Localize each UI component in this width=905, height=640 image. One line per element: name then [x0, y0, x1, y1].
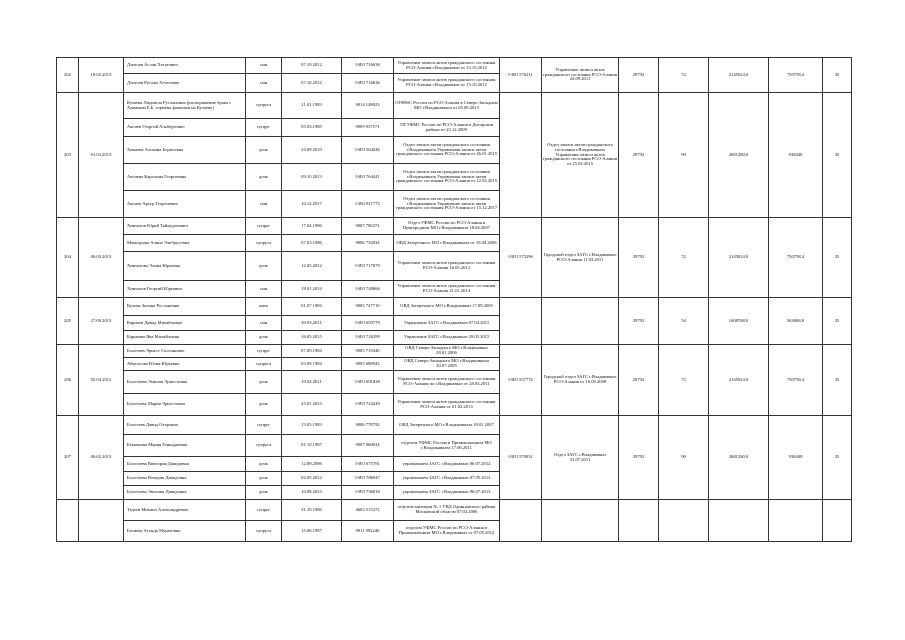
birth-date-cell: 19.04.2011: [282, 371, 342, 394]
table-row: [57, 500, 852, 521]
document-number-cell: 9006 778792: [342, 416, 394, 435]
marriage-registry-cell: Управление записи актов гражданского состояния РСО-Алания 24.09.2011: [542, 58, 619, 93]
relation-cell: супруга: [246, 521, 282, 542]
relation-cell: супруга: [246, 435, 282, 457]
member-name-cell: Болотаев Давид Отарович: [124, 416, 246, 435]
member-name-cell: Бекаонова Мария Геннадиевна: [124, 435, 246, 457]
document-issuer-cell: Управление записи актов гражданского состояния РСО-Алания г.Владикавказ от 13.10.2012: [394, 58, 500, 74]
relation-cell: супруг: [246, 416, 282, 435]
total-cost-cell: 1608768,0: [709, 298, 769, 345]
marriage-registry-cell: Городской отдел ЗАГС г.Владикавказ РСО-Алания 11.03.2011: [542, 218, 619, 298]
subsidy-amount-cell: 938448: [769, 93, 823, 218]
family-number-cell: 205: [57, 298, 79, 345]
member-name-cell: Дзитоев Руслан Хетагович: [124, 74, 246, 93]
member-name-cell: Хинчагов Юрий Таймуразович: [124, 218, 246, 235]
subsidy-amount-cell: 750758,4: [769, 218, 823, 298]
total-cost-cell: 2681280,0: [709, 93, 769, 218]
total-cost-cell: 2145024,0: [709, 58, 769, 93]
area-norm-cell: 72: [659, 345, 709, 416]
birth-date-cell: 12.05.2012: [282, 252, 342, 281]
document-issuer-cell: ОВД Затеречного МО г.Владикавказа 18.01.2007: [394, 416, 500, 435]
marriage-registry-cell: Городской отдел ЗАГС г.Владикавказ РСО-Алания от 16.09.2008: [542, 345, 619, 416]
birth-date-cell: 10.12.2017: [282, 191, 342, 218]
document-number-cell: 9006 732834: [342, 235, 394, 252]
birth-date-cell: 03.09.1984: [282, 358, 342, 371]
document-number-cell: I-ИО 724249: [342, 394, 394, 416]
subsidy-amount-cell: 563068,8: [769, 298, 823, 345]
marriage-registry-cell: [542, 298, 619, 345]
document-number-cell: I-ИО 716636: [342, 74, 394, 93]
registration-date-cell: 27.09.2013: [79, 298, 124, 345]
family-number-cell: 204: [57, 218, 79, 298]
document-number-cell: I-ИО 726299: [342, 331, 394, 345]
marriage-certificate-cell: I-ИО 576211: [500, 58, 542, 93]
total-cost-cell: 2145024,0: [709, 345, 769, 416]
member-name-cell: Болотаева Эвелина Давидовна: [124, 486, 246, 500]
birth-date-cell: 10.08.2013: [282, 486, 342, 500]
cost-per-sqm-cell: 29792: [619, 218, 659, 298]
document-issuer-cell: отделом УФМС России в Промышленном МО г.Владикавказа 17.06.2011: [394, 435, 500, 457]
area-norm-cell: 90: [659, 93, 709, 218]
subsidy-amount-cell: 750758,4: [769, 58, 823, 93]
birth-date-cell: 31.10.1986: [282, 500, 342, 521]
relation-cell: супруг: [246, 345, 282, 358]
document-issuer-cell: отделом УФМС России по РСО-Алания в Промышленном МО г.Владикавказ от 07.05.2012: [394, 521, 500, 542]
percent-cell: 35: [823, 416, 852, 500]
relation-cell: дочь: [246, 394, 282, 416]
document-issuer-cell: ОВД Северо-Западного МО г.Владикавказ 28.01.2006: [394, 345, 500, 358]
registration-date-cell: [79, 500, 124, 542]
birth-date-cell: 09.10.2013: [282, 164, 342, 191]
document-number-cell: 9007 786374: [342, 218, 394, 235]
percent-cell: 35: [823, 298, 852, 345]
document-number-cell: I-ИО 736018: [342, 486, 394, 500]
document-number-cell: I-ИО 675781: [342, 457, 394, 472]
member-name-cell: Карнаева Ява Михайловна: [124, 331, 246, 345]
relation-cell: сын: [246, 281, 282, 298]
document-number-cell: 9014 148023: [342, 93, 394, 119]
relation-cell: дочь: [246, 164, 282, 191]
relation-cell: дочь: [246, 252, 282, 281]
birth-date-cell: 02.05.2012: [282, 472, 342, 486]
document-issuer-cell: Управление ЗАГС г.Владикавказ 29.05.2015: [394, 331, 500, 345]
birth-date-cell: 16.05.2015: [282, 331, 342, 345]
birth-date-cell: 01.07.1984: [282, 298, 342, 316]
area-norm-cell: 54: [659, 298, 709, 345]
registration-date-cell: 05.04.2013: [79, 345, 124, 416]
family-number-cell: 202: [57, 58, 79, 93]
document-issuer-cell: управлением ЗАГС г.Владикавказ 07.05.2012: [394, 472, 500, 486]
birth-date-cell: 07.10.2012: [282, 58, 342, 74]
relation-cell: сын: [246, 316, 282, 331]
document-number-cell: I-ИО 786947: [342, 472, 394, 486]
document-issuer-cell: Управление записи актов гражданского состояния РСО-Алания г.Владикавказ от 13.10.2012: [394, 74, 500, 93]
birth-date-cell: 24.09.2010: [282, 137, 342, 164]
member-name-cell: Тедеев Михаил Александрович: [124, 500, 246, 521]
member-name-cell: Абисалова Юлия Юрьевна: [124, 358, 246, 371]
document-issuer-cell: Управление записи актов гражданского состояния РСО-Алания 21.01.2014: [394, 281, 500, 298]
marriage-certificate-cell: I-ИО 537772: [500, 345, 542, 416]
member-name-cell: Болотаева Валерия Давидовна: [124, 472, 246, 486]
document-issuer-cell: Управление записи актов гражданского состояния РСО-Алания по г.Владикавказ от 28.04.2011: [394, 371, 500, 394]
relation-cell: мать: [246, 298, 282, 316]
document-number-cell: 9005 747710: [342, 298, 394, 316]
document-issuer-cell: Управление записи актов гражданского состояния РСО-Алания от 01.02.2013: [394, 394, 500, 416]
percent-cell: 35: [823, 218, 852, 298]
document-number-cell: 9005 715040: [342, 345, 394, 358]
member-name-cell: Кулаева Людмила Руслановна (распоряжение брака с Хаманым Б.Б. гормена фамилии на Кулаеву): [124, 93, 246, 119]
birth-date-cell: 25.01.2013: [282, 394, 342, 416]
marriage-certificate-cell: [500, 500, 542, 542]
document-issuer-cell: управлением ЗАГС г.Владикавказ 06.07.2012: [394, 457, 500, 472]
cost-per-sqm-cell: 29792: [619, 58, 659, 93]
relation-cell: супруга: [246, 358, 282, 371]
total-cost-cell: 2681280,0: [709, 416, 769, 500]
member-name-cell: Хамаева Алсанна Борисовна: [124, 137, 246, 164]
member-name-cell: Аксиев Артур Георгиевич: [124, 191, 246, 218]
marriage-registry-cell: [542, 500, 619, 542]
marriage-certificate-cell: [500, 93, 542, 218]
birth-date-cell: 17.04.1986: [282, 218, 342, 235]
document-issuer-cell: Отдел записи актов гражданского состояния г.Владикавказа Управления записи актов гражданского состояния РСО-Алания от 26.01.2015: [394, 137, 500, 164]
cost-per-sqm-cell: [619, 500, 659, 542]
subsidy-amount-cell: [769, 500, 823, 542]
document-number-cell: 9005 688943: [342, 358, 394, 371]
document-issuer-cell: Отдел УФМС России по РСО-Алания в Пригородном МО г.Владикавказа 18.04.2007: [394, 218, 500, 235]
relation-cell: супруга: [246, 235, 282, 252]
member-name-cell: Басиева Агунда Муратовна: [124, 521, 246, 542]
document-number-cell: 9011 992246: [342, 521, 394, 542]
document-issuer-cell: ОВД Затеречного МО г.Владикавказа от 18.04.2006: [394, 235, 500, 252]
relation-cell: супруг: [246, 500, 282, 521]
birth-date-cell: 21.01.1983: [282, 93, 342, 119]
relation-cell: сын: [246, 74, 282, 93]
member-name-cell: Болотаев Эрнест Солтанович: [124, 345, 246, 358]
document-number-cell: 9009 937571: [342, 119, 394, 137]
total-cost-cell: [709, 500, 769, 542]
table-body: [57, 58, 852, 542]
marriage-registry-cell: Отдел записи актов гражданского состояния г.Владикавказа Управления записи актов гражданского состояния РСО-Алания от 25.02.2015: [542, 93, 619, 218]
relation-cell: супруг: [246, 119, 282, 137]
family-registry-table: [56, 57, 852, 542]
document-issuer-cell: ОВД Северо-Западного МО г.Владикавказа 30.07.2005: [394, 358, 500, 371]
subsidy-amount-cell: 938448: [769, 416, 823, 500]
member-name-cell: Аксиев Георгий Альбертович: [124, 119, 246, 137]
table-row: [57, 218, 852, 235]
birth-date-cell: 18.01.2014: [282, 281, 342, 298]
document-number-cell: I-ИО 564246: [342, 137, 394, 164]
area-norm-cell: 72: [659, 218, 709, 298]
document-number-cell: I-ИО 691828: [342, 371, 394, 394]
birth-date-cell: 29.03.2011: [282, 316, 342, 331]
marriage-certificate-cell: I-ИО 575296: [500, 218, 542, 298]
relation-cell: сын: [246, 191, 282, 218]
document-issuer-cell: Управление ЗАГС г.Владикавказ 07.04.2011: [394, 316, 500, 331]
document-number-cell: I-ИО 811773: [342, 191, 394, 218]
table-row: [57, 298, 852, 316]
relation-cell: сын: [246, 58, 282, 74]
document-number-cell: 4603 515272: [342, 500, 394, 521]
registration-date-cell: 06.03.2013: [79, 218, 124, 298]
member-name-cell: Хинчагова Элина Юрьевна: [124, 252, 246, 281]
cost-per-sqm-cell: 29792: [619, 298, 659, 345]
document-issuer-cell: ОУФМС России по РСО-Алания в Северо-Западном МО г.Владикавказа от 05.09.2013: [394, 93, 500, 119]
registration-date-cell: 18.02.2013: [79, 58, 124, 93]
member-name-cell: Карнаев Давид Михайлович: [124, 316, 246, 331]
percent-cell: 35: [823, 93, 852, 218]
relation-cell: супруг: [246, 218, 282, 235]
document-issuer-cell: ТП УФМС России по РСО-Алания в Дигорском районе от 23.12.2009: [394, 119, 500, 137]
subsidy-amount-cell: 750758,4: [769, 345, 823, 416]
birth-date-cell: 15.06.1987: [282, 521, 342, 542]
percent-cell: 35: [823, 345, 852, 416]
registration-date-cell: 06.02.2013: [79, 416, 124, 500]
birth-date-cell: 07.10.2012: [282, 74, 342, 93]
relation-cell: дочь: [246, 137, 282, 164]
area-norm-cell: 72: [659, 58, 709, 93]
birth-date-cell: 07.03.1986: [282, 235, 342, 252]
document-number-cell: 9007 960634: [342, 435, 394, 457]
relation-cell: супруга: [246, 93, 282, 119]
document-number-cell: I-ИО 748666: [342, 281, 394, 298]
member-name-cell: Мамсурова Алина Эльбрусовна: [124, 235, 246, 252]
table-row: [57, 345, 852, 358]
birth-date-cell: 13.05.1983: [282, 416, 342, 435]
family-number-cell: [57, 500, 79, 542]
family-number-cell: 207: [57, 416, 79, 500]
marriage-certificate-cell: [500, 298, 542, 345]
document-issuer-cell: Отдел записи актов гражданского состояния г.Владикавказа Управления записи актов гражданского состояния РСО-Алания от 12.03.2015: [394, 164, 500, 191]
area-norm-cell: [659, 500, 709, 542]
relation-cell: дочь: [246, 486, 282, 500]
birth-date-cell: 12.09.2006: [282, 457, 342, 472]
document-issuer-cell: отделом милиции № 1 УВД Одинцовского района Московской области 07.02.2006: [394, 500, 500, 521]
document-number-cell: I-ИО 716636: [342, 58, 394, 74]
document-issuer-cell: Управление записи актов гражданского состояния РСО-Алания 16.05.2012: [394, 252, 500, 281]
family-number-cell: 203: [57, 93, 79, 218]
relation-cell: дочь: [246, 472, 282, 486]
marriage-certificate-cell: I-ИО 570031: [500, 416, 542, 500]
document-issuer-cell: Отдел записи актов гражданского состояния г.Владикавказа Управление записи актов гражданского состояния РСО-Алания от 15.12.2017: [394, 191, 500, 218]
document-number-cell: I-ИО 764441: [342, 164, 394, 191]
area-norm-cell: 90: [659, 416, 709, 500]
percent-cell: [823, 500, 852, 542]
cost-per-sqm-cell: 29792: [619, 416, 659, 500]
document-issuer-cell: ОВД Затеречного МО г.Владикавказ 17.09.2005: [394, 298, 500, 316]
cost-per-sqm-cell: 29792: [619, 345, 659, 416]
document-number-cell: I-ИО 693779: [342, 316, 394, 331]
relation-cell: дочь: [246, 331, 282, 345]
cost-per-sqm-cell: 29792: [619, 93, 659, 218]
relation-cell: дочь: [246, 457, 282, 472]
registration-date-cell: 01.03.2013: [79, 93, 124, 218]
document-issuer-cell: управлением ЗАГС г.Владикавказ 06.07.2013: [394, 486, 500, 500]
total-cost-cell: 2145024,0: [709, 218, 769, 298]
birth-date-cell: 05.03.1985: [282, 119, 342, 137]
family-number-cell: 206: [57, 345, 79, 416]
percent-cell: 35: [823, 58, 852, 93]
member-name-cell: Болотаева Эмилия Эрнестовна: [124, 371, 246, 394]
table-row: [57, 416, 852, 435]
birth-date-cell: 01.10.1987: [282, 435, 342, 457]
member-name-cell: Кулова Залина Руслановна: [124, 298, 246, 316]
member-name-cell: Дзитоев Аслан Хетагович: [124, 58, 246, 74]
member-name-cell: Хинчагов Георгий Юрьевич: [124, 281, 246, 298]
relation-cell: дочь: [246, 371, 282, 394]
marriage-registry-cell: Отдел ЗАГС г.Владикавказ 31.07.2011: [542, 416, 619, 500]
table-row: [57, 93, 852, 119]
member-name-cell: Болотаева Мария Эрнестовна: [124, 394, 246, 416]
table-row: [57, 58, 852, 74]
member-name-cell: Аксиева Каролина Георгиевна: [124, 164, 246, 191]
member-name-cell: Болотаева Виктория Давидовна: [124, 457, 246, 472]
document-number-cell: I-ИО 717079: [342, 252, 394, 281]
birth-date-cell: 07.09.1984: [282, 345, 342, 358]
